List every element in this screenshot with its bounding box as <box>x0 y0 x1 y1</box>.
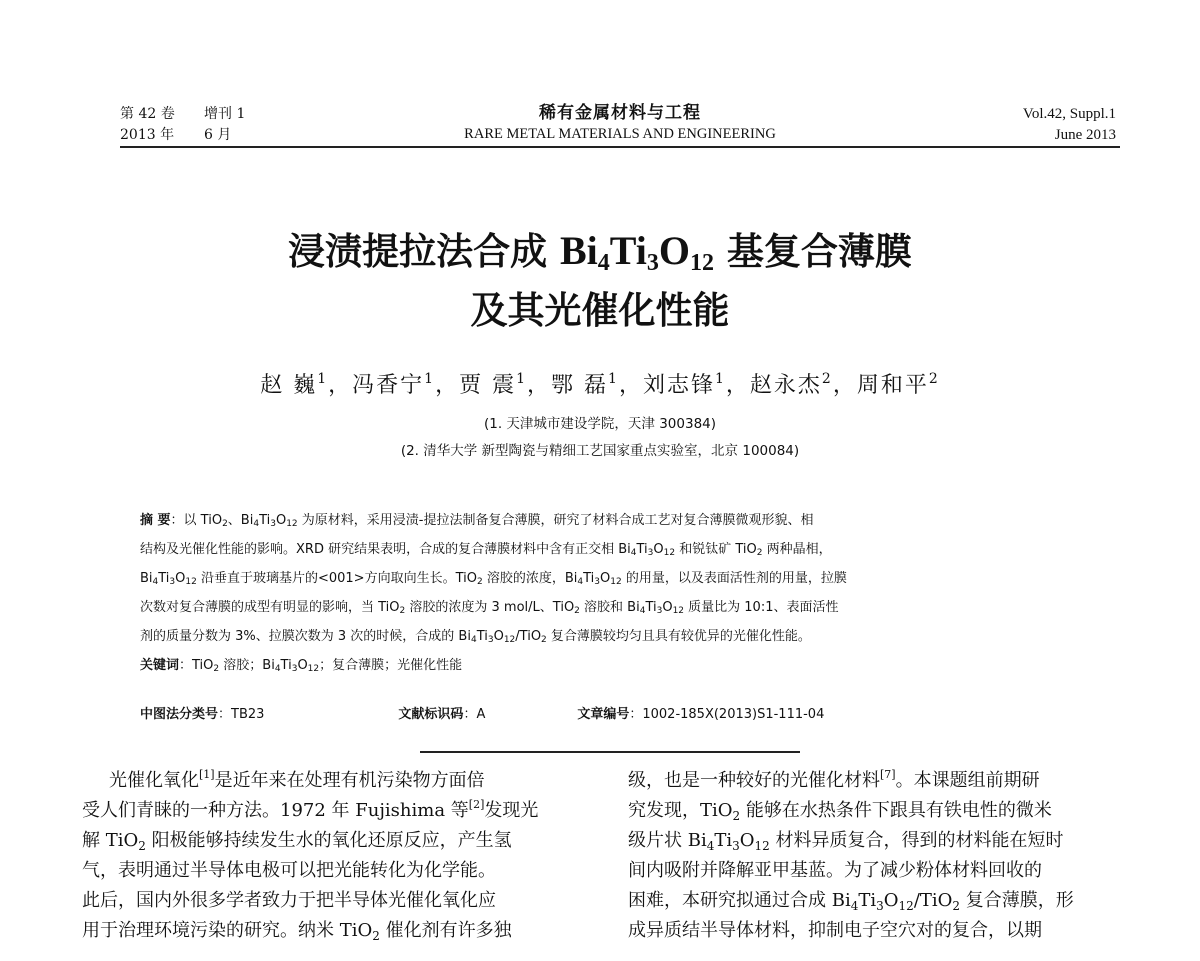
text: 的用量，以及表面活性剂的用量，拉膜 <box>621 571 847 586</box>
text: 究发现，TiO <box>628 800 733 821</box>
text: Ti <box>714 830 733 851</box>
text: 为原材料，采用浸渍-提拉法制备复合薄膜，研究了材料合成工艺对复合薄膜微观形貌、相 <box>297 513 814 528</box>
subscript: 3 <box>656 606 663 616</box>
body-line <box>82 826 582 856</box>
text: 溶胶；Bi <box>219 658 275 673</box>
text: Ti <box>636 542 648 557</box>
subscript: 4 <box>152 577 159 587</box>
text: Ti <box>476 629 488 644</box>
keywords-label: 关键词 <box>140 658 180 673</box>
formula-ti: Ti <box>609 228 647 273</box>
text: 沿垂直于玻璃基片的<001>方向取向生长。TiO <box>196 571 477 586</box>
text: O <box>297 658 308 673</box>
citation: [2] <box>468 798 485 811</box>
formula-sub: 4 <box>597 250 610 276</box>
subscript: 2 <box>138 839 146 853</box>
journal-name <box>120 102 1120 144</box>
formula-sub: 12 <box>690 250 714 276</box>
text: 发现光 <box>484 800 539 821</box>
subscript: 12 <box>672 606 685 616</box>
text: 次数对复合薄膜的成型有明显的影响，当 TiO <box>140 600 400 615</box>
issue-cn: 增刊 1 <box>204 106 246 122</box>
text: 溶胶的浓度为 3 mol/L、TiO <box>405 600 575 615</box>
text: Ti <box>158 571 170 586</box>
subscript: 12 <box>185 577 197 587</box>
text: 和锐钛矿 TiO <box>675 542 757 557</box>
journal-header <box>120 100 1120 148</box>
text: O <box>883 890 899 911</box>
doc-code-value: ：A <box>463 707 486 722</box>
text: O <box>739 830 755 851</box>
abstract-line <box>140 593 1080 622</box>
abstract <box>140 506 1080 680</box>
formula-bi: Bi <box>560 228 598 273</box>
subscript: 3 <box>732 839 740 853</box>
text: 级片状 Bi <box>628 830 707 851</box>
body-column-left <box>82 766 582 946</box>
subscript: 2 <box>222 519 228 529</box>
subscript: 2 <box>952 899 961 913</box>
text: Ti <box>280 658 292 673</box>
month-cn: 6 月 <box>204 127 232 143</box>
text: 、Bi <box>227 513 254 528</box>
subscript: 12 <box>754 839 770 853</box>
body-line <box>628 886 1128 916</box>
body-line <box>628 826 1128 856</box>
text: 用于治理环境污染的研究。纳米 TiO <box>82 920 373 941</box>
section-divider <box>420 751 800 753</box>
author: 赵永杰 <box>749 373 822 398</box>
author: 贾 震 <box>459 373 517 398</box>
title-text-pre: 浸渍提拉法合成 <box>288 230 560 273</box>
affiliation-mark: 1 <box>608 371 619 387</box>
text: O <box>275 513 287 528</box>
text: /TiO <box>515 629 542 644</box>
text: /TiO <box>913 890 953 911</box>
text: O <box>653 542 664 557</box>
subscript: 12 <box>307 664 320 674</box>
text: ：以 TiO <box>170 513 223 528</box>
subscript: 2 <box>732 809 741 823</box>
subscript: 12 <box>503 635 516 645</box>
text: 结构及光催化性能的影响。XRD 研究结果表明，合成的复合薄膜材料中含有正交相 Bi <box>140 542 631 557</box>
issue-info-en <box>1023 104 1116 146</box>
text: 溶胶和 Bi <box>579 600 640 615</box>
subscript: 12 <box>610 577 622 587</box>
body-line <box>82 766 582 796</box>
text: 能够在水热条件下跟具有铁电性的微米 <box>740 800 1052 821</box>
text: 溶胶的浓度，Bi <box>482 571 578 586</box>
subscript: 12 <box>663 548 676 558</box>
affiliation-mark: 1 <box>424 371 436 387</box>
subscript: 4 <box>630 548 637 558</box>
citation: [1] <box>199 768 215 781</box>
subscript: 4 <box>706 839 715 853</box>
abstract-line <box>140 535 1080 564</box>
subscript: 3 <box>169 577 176 587</box>
text: 质量比为 10:1、表面活性 <box>684 600 839 615</box>
abstract-label: 摘 要 <box>140 513 171 528</box>
subscript: 4 <box>639 606 646 616</box>
text: 复合薄膜，形 <box>960 890 1074 911</box>
body-line <box>628 766 1128 796</box>
text: ：TiO <box>179 658 214 673</box>
subscript: 2 <box>574 606 580 616</box>
year-cn: 2013 年 <box>120 127 175 143</box>
body-line <box>628 796 1128 826</box>
journal-name-cn: 稀有金属材料与工程 <box>539 103 701 123</box>
affiliation-1: (1. 天津城市建设学院，天津 300384) <box>483 416 717 432</box>
subscript: 4 <box>274 664 281 674</box>
volume-en: Vol.42, Suppl.1 <box>1022 106 1116 122</box>
author: 鄂 磊 <box>551 373 609 398</box>
author-list: 赵 巍$^1$，冯香宁$^1$，贾 震$^1$，鄂 磊$^1$，刘志锋$^1$，赵永杰$^2$，周和平$^2$ <box>260 371 940 398</box>
text: 复合薄膜较均匀且具有较优异的光催化性能。 <box>546 629 811 644</box>
text: 光催化氧化 <box>109 770 199 791</box>
author: 冯香宁 <box>352 373 425 398</box>
subscript: 3 <box>270 519 276 529</box>
subscript: 2 <box>756 548 763 558</box>
keywords-line <box>140 651 1080 680</box>
journal-name-en: RARE METAL MATERIALS AND ENGINEERING <box>464 126 776 142</box>
subscript: 4 <box>470 635 477 645</box>
title-formula <box>560 228 714 276</box>
text: 级，也是一种较好的光催化材料 <box>628 770 880 791</box>
author: 周和平 <box>856 373 929 398</box>
text: Bi <box>140 571 153 586</box>
text: 困难，本研究拟通过合成 Bi <box>628 890 851 911</box>
text: ；复合薄膜；光催化性能 <box>319 658 463 673</box>
paper-title-line-1 <box>0 224 1200 279</box>
body-line <box>82 796 582 826</box>
text: 是近年来在处理有机污染物方面倍 <box>214 770 485 791</box>
text: 催化剂有许多独 <box>379 920 512 941</box>
text: O <box>662 600 673 615</box>
author: 赵 巍 <box>260 373 318 398</box>
doc-code-label: 文献标识码 <box>398 707 464 722</box>
subscript: 3 <box>291 664 298 674</box>
abstract-line <box>140 564 1080 593</box>
subscript: 4 <box>850 899 859 913</box>
subscript: 12 <box>286 519 298 529</box>
formula-o: O <box>658 228 690 273</box>
subscript: 3 <box>487 635 494 645</box>
text: 解 TiO <box>82 830 139 851</box>
text: 受人们青睐的一种方法。1972 年 Fujishima 等 <box>82 800 469 821</box>
affiliation-2: (2. 清华大学 新型陶瓷与精细工艺国家重点实验室，北京 100084) <box>400 443 800 459</box>
subscript: 3 <box>594 577 600 587</box>
text: 两种晶相， <box>762 542 832 557</box>
subscript: 2 <box>541 635 547 645</box>
affiliation-mark: 2 <box>821 371 833 387</box>
abstract-line <box>140 622 1080 651</box>
clc-value: ：TB23 <box>218 707 265 722</box>
text: O <box>175 571 186 586</box>
subscript: 4 <box>577 577 584 587</box>
subscript: 2 <box>372 929 380 943</box>
article-number-value: ：1002-185X(2013)S1-111-04 <box>629 707 825 722</box>
article-number-label: 文章编号 <box>577 707 630 722</box>
citation: [7] <box>880 768 896 781</box>
body-column-right <box>628 766 1128 946</box>
subscript: 4 <box>253 519 260 529</box>
affiliation-mark: 1 <box>714 371 726 387</box>
subscript: 3 <box>647 548 654 558</box>
body-line: 气，表明通过半导体电极可以把光能转化为化学能。 <box>82 860 496 881</box>
body-line: 间内吸附并降解亚甲基蓝。为了减少粉体材料回收的 <box>628 860 1042 881</box>
subscript: 2 <box>213 664 220 674</box>
body-line: 此后，国内外很多学者致力于把半导体光催化氧化应 <box>82 890 496 911</box>
text: Ti <box>645 600 657 615</box>
paper-title-line-2: 及其光催化性能 <box>470 289 730 332</box>
subscript: 3 <box>876 899 884 913</box>
formula-sub: 3 <box>646 250 659 276</box>
text: 阳极能够持续发生水的氧化还原反应，产生氢 <box>145 830 512 851</box>
text: O <box>493 629 504 644</box>
affiliation-mark: 1 <box>317 371 329 387</box>
date-en: June 2013 <box>1054 127 1116 143</box>
body-line: 成异质结半导体材料，抑制电子空穴对的复合，以期 <box>628 920 1042 941</box>
subscript: 12 <box>898 899 914 913</box>
affiliation-mark: 2 <box>928 371 940 387</box>
text: O <box>600 571 611 586</box>
classification-line <box>140 704 824 726</box>
body-line <box>82 916 582 946</box>
title-text-post: 基复合薄膜 <box>714 230 912 273</box>
text: Ti <box>259 513 271 528</box>
subscript: 2 <box>399 606 406 616</box>
text: Ti <box>858 890 877 911</box>
text: 。本课题组前期研 <box>895 770 1040 791</box>
abstract-line <box>140 506 1080 535</box>
text: 剂的质量分数为 3%、拉膜次数为 3 次的时候，合成的 Bi <box>140 629 471 644</box>
affiliation-mark: 1 <box>516 371 527 387</box>
clc-label: 中图法分类号 <box>140 707 219 722</box>
text: 材料异质复合，得到的材料能在短时 <box>769 830 1064 851</box>
volume-cn: 第 42 卷 <box>120 106 175 122</box>
author: 刘志锋 <box>642 373 715 398</box>
text: Ti <box>583 571 595 586</box>
subscript: 2 <box>476 577 483 587</box>
